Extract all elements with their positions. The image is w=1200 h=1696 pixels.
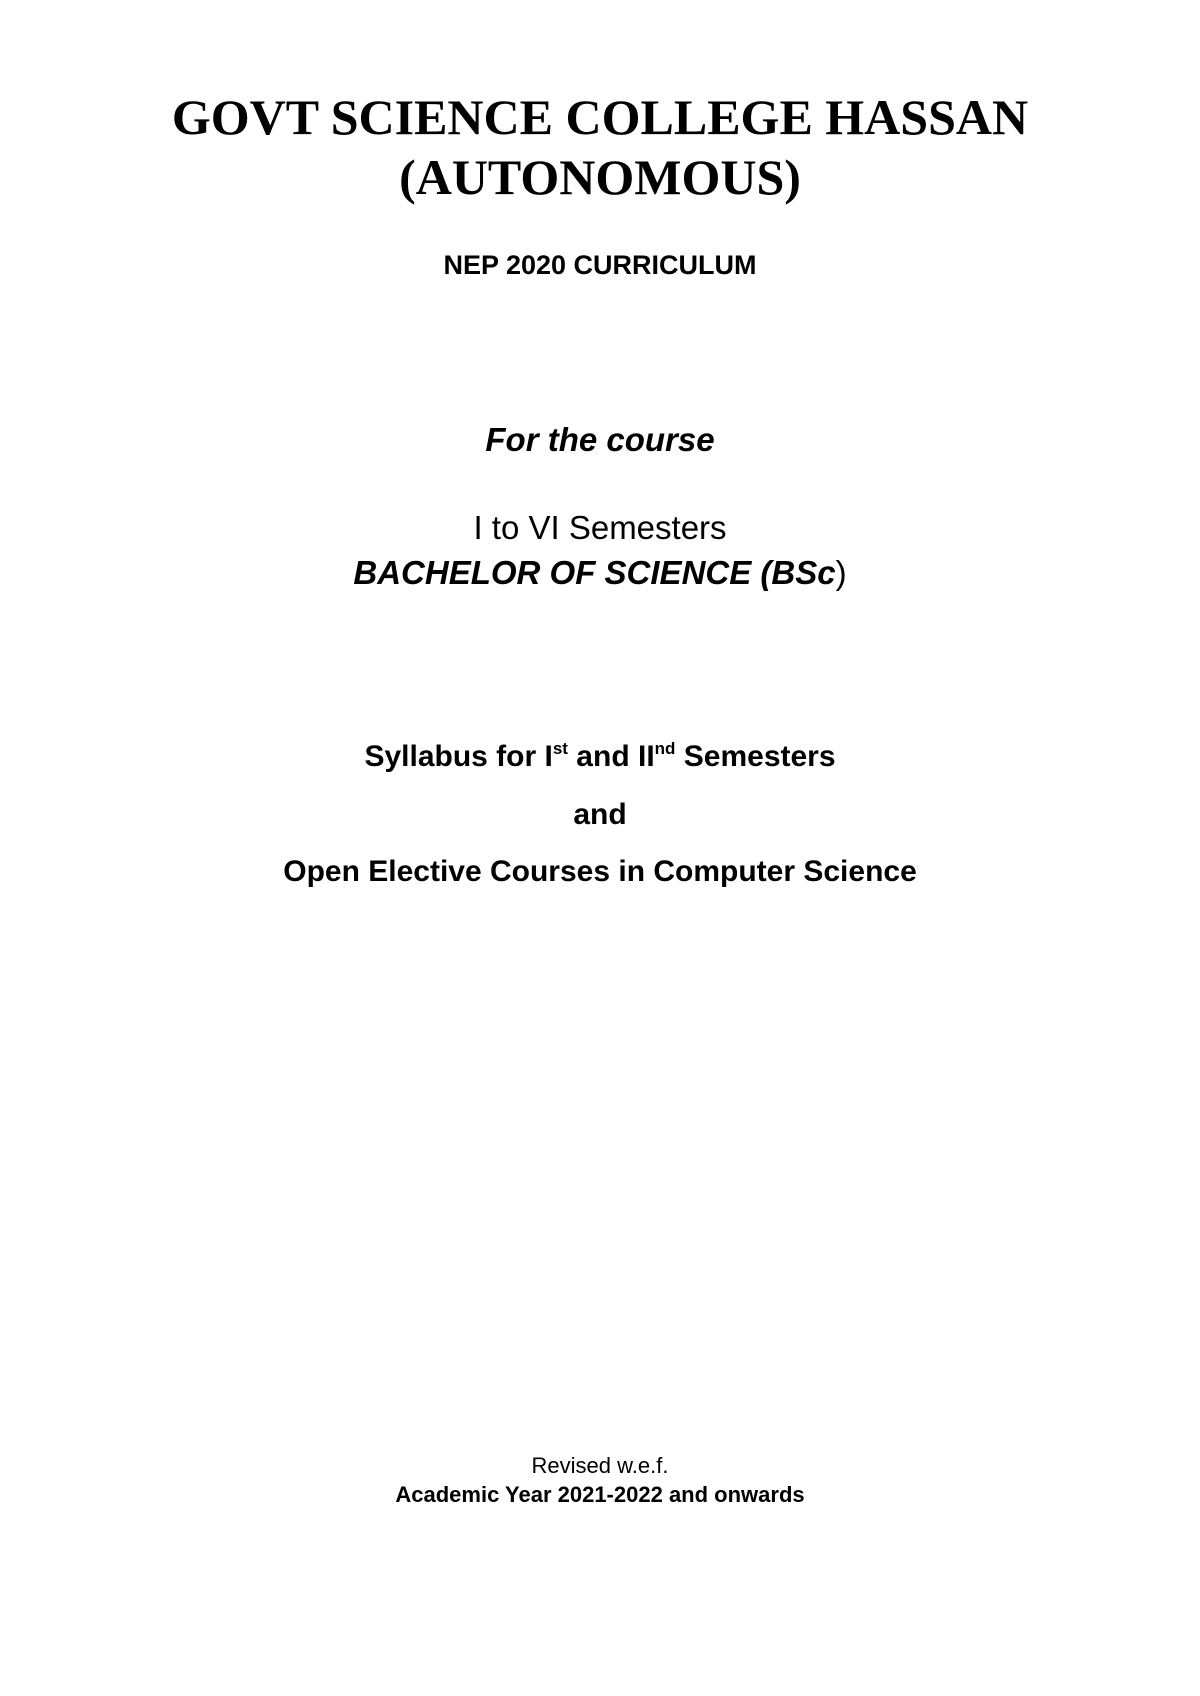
college-status: (AUTONOMOUS)	[399, 149, 801, 205]
semester-one-suffix: st	[552, 739, 568, 758]
and-connector: and	[573, 798, 627, 831]
semester-two: II	[637, 740, 655, 773]
degree-name-close: )	[835, 554, 847, 591]
semester-two-suffix: nd	[654, 739, 676, 758]
degree-name-main: BACHELOR OF SCIENCE (BSc	[353, 554, 836, 591]
syllabus-middle: and	[567, 740, 638, 773]
open-elective-heading: Open Elective Courses in Computer Science	[283, 855, 917, 888]
for-the-course-heading: For the course	[485, 421, 715, 458]
syllabus-prefix: Syllabus for	[364, 740, 545, 773]
college-name: GOVT SCIENCE COLLEGE HASSAN	[171, 89, 1029, 145]
syllabus-suffix: Semesters	[675, 740, 836, 773]
curriculum-title: NEP 2020 CURRICULUM	[443, 250, 757, 280]
syllabus-heading	[0, 738, 1200, 776]
academic-year: Academic Year 2021-2022 and onwards	[395, 1482, 805, 1507]
semesters-range: I to VI Semesters	[473, 509, 727, 546]
degree-name	[0, 553, 1200, 593]
semester-one: I	[544, 740, 553, 773]
revised-note: Revised w.e.f.	[531, 1453, 669, 1478]
